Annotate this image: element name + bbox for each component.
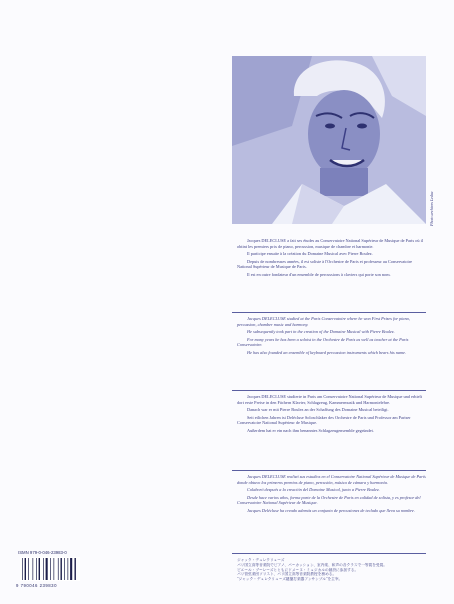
- jp-line: "ジャック・デュレクリューズ鍵盤打楽器アンサンブル"を主宰。: [237, 577, 343, 582]
- biography-french: [237, 238, 427, 280]
- section-divider: [232, 553, 426, 554]
- biography-english: [237, 316, 427, 358]
- jp-line: パリ管弦楽団ソリスト、パリ国立高等音楽院教授を務める。: [237, 572, 337, 577]
- barcode-digits: 9 790046 239830: [16, 583, 57, 588]
- section-divider: [232, 312, 426, 313]
- barcode-graphic: [20, 557, 80, 581]
- bio-paragraph: Depuis de nombreuses années, il est soliste à l'Orchestre de Paris et professeur au Conservatoire National Supérieur de Musique de Paris.: [237, 258, 413, 270]
- bio-paragraph: Jacques DELECLUSE studierte in Paris am Conservatoire National Supérieur de Musique und erhielt dort erste Preise in den Fächern Klavier, Schlagzeug, Kammermusik und Harmonielehre.: [237, 394, 422, 405]
- bio-paragraph: Colaboró después a la creación del Domaine Musical, junto a Pierre Boulez.: [247, 487, 380, 493]
- jp-line: パリ国立高等音楽院でピアノ、パーカッション、室内楽、和声の各クラスで一等賞を受賞。: [237, 562, 387, 567]
- bio-paragraph: He subsequently took part in the creation of the Domaine Musical with Pierre Boulez.: [247, 329, 395, 335]
- bio-paragraph: Jacques DELECLUSE studied at the Paris Conservatoire where he won First Prizes for piano, percussion, chamber music and harmony.: [237, 316, 410, 327]
- bio-paragraph: He has also founded an ensemble of keyboard percussion instruments which bears his name.: [247, 349, 407, 355]
- section-divider: [232, 470, 426, 471]
- bio-paragraph: Il participe ensuite à la création du Domaine Musical avec Pierre Boulez.: [247, 251, 373, 257]
- jp-line: ジャック・デュレクリューズ: [237, 558, 285, 562]
- portrait-illustration: [232, 56, 426, 224]
- photo-credit: Photo archives Leduc: [429, 191, 434, 226]
- biography-japanese: [237, 558, 427, 582]
- bio-paragraph: Jacques DELECLUSE realizó sus estudios en el Conservatoire National Supérieur de Musique de París donde obtuvo los primeros premios de piano, percusión, música de cámara y harmonía.: [237, 474, 426, 485]
- biography-german: [237, 394, 427, 436]
- bio-paragraph: Jacques DELECLUSE a fait ses études au Conservatoire National Supérieur de Musique de Paris où il obtint les premiers prix de piano, percussion, musique de chambre et harmonie.: [237, 238, 424, 249]
- composer-portrait-photo: [232, 56, 426, 224]
- bio-paragraph: Jacques Delécluse ha creado además un conjunto de percusiones de teclado que lleva su nombre.: [247, 507, 415, 513]
- bio-paragraph: Desde hace varios años, forma parte de la Orchestre de Paris en calidad de solista, y es profesor del Conservatoire National Supérieur de Musique.: [237, 494, 421, 506]
- bio-paragraph: Danach war er mit Pierre Boulez an der Schaffung des Domaine Musical beteiligt.: [247, 407, 389, 413]
- jp-line: ピエール・ブーレーズとともにドメーヌ・ミュジカルの創設に参加する。: [237, 567, 359, 572]
- bio-paragraph: For many years he has been a soloist in the Orchestre de Paris as well as teacher at the Paris Conservatoire.: [237, 336, 409, 348]
- bio-paragraph: Il est en outre fondateur d'un ensemble de percussions à claviers qui porte son nom.: [247, 271, 391, 277]
- biography-spanish: [237, 474, 427, 516]
- bio-paragraph: Außerdem hat er ein nach ihm benanntes Schlagzeugensemble gegründet.: [247, 427, 374, 433]
- section-divider: [232, 390, 426, 391]
- ismn-number: ISMN 979-0-046-23983-0: [18, 550, 67, 555]
- bio-paragraph: Seit etlichen Jahren ist Delécluse Soloschlaker des Orchestre de Paris und Professor am Pariser Conservatoire National Supérieur de Musique.: [237, 414, 411, 426]
